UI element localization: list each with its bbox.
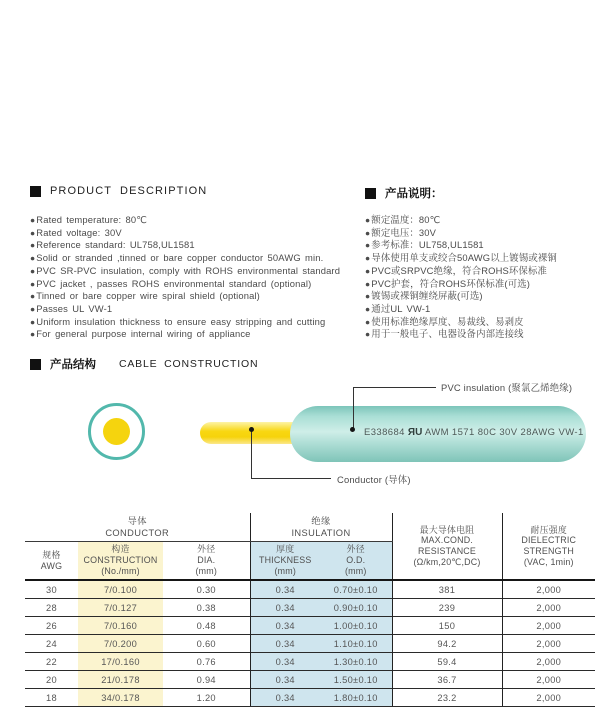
- bullet-line: [30, 316, 340, 329]
- bullet-line: [30, 278, 340, 291]
- table-row: [25, 599, 595, 617]
- dielectric-header-line: (VAC, 1min): [523, 556, 574, 567]
- bullet-icon: ●: [365, 278, 371, 289]
- cell-construction: 34/0.178: [78, 689, 163, 707]
- header-od: [320, 542, 392, 581]
- header-awg: [25, 542, 78, 581]
- group-insulation-cn: 绝缘: [311, 516, 331, 526]
- bullet-text: 镀锡或裸铜缠绕屏蔽(可选): [371, 290, 483, 302]
- group-header-insulation: [250, 513, 392, 542]
- bullet-line: [30, 303, 340, 316]
- header-awg-cn: 规格: [42, 549, 61, 560]
- table-row: [25, 580, 595, 599]
- cell-dia: 1.20: [163, 689, 250, 707]
- cell-construction: 21/0.178: [78, 671, 163, 689]
- bullet-line: [365, 265, 557, 278]
- feature-list-en: [30, 214, 340, 341]
- header-construction-cn: 构造: [111, 544, 130, 555]
- cell-dielectric: 2,000: [502, 617, 595, 635]
- cell-od: 1.30±0.10: [320, 653, 392, 671]
- resistance-header-line: RESISTANCE: [417, 546, 477, 556]
- bullet-icon: ●: [30, 240, 36, 251]
- bullet-text: PVC jacket , passes ROHS environmental standard (optional): [36, 277, 312, 289]
- insulation-callout-line-h: [353, 387, 436, 388]
- bullet-line: [365, 252, 557, 265]
- cell-od: 1.80±0.10: [320, 689, 392, 707]
- cell-dielectric: 2,000: [502, 635, 595, 653]
- bullet-line: [365, 214, 557, 227]
- header-dia-cn: 外径: [197, 544, 216, 555]
- header-construction-en: CONSTRUCTION: [83, 555, 158, 566]
- cell-od: 0.70±0.10: [320, 580, 392, 599]
- bullet-text: 使用标准绝缘厚度、易裁线、易剥皮: [371, 315, 524, 327]
- bullet-icon: ●: [365, 316, 371, 327]
- cell-od: 1.00±0.10: [320, 617, 392, 635]
- bullet-line: [365, 239, 557, 252]
- bullet-text: Passes UL VW-1: [36, 302, 113, 314]
- cable-spec-text: AWM 1571 80C 30V 28AWG VW-1: [424, 427, 584, 438]
- section-marker-square: [30, 359, 41, 370]
- header-construction: [78, 542, 163, 581]
- bullet-text: Reference standard: UL758,UL1581: [36, 239, 195, 251]
- cell-resistance: 150: [392, 617, 502, 635]
- group-conductor-cn: 导体: [127, 516, 147, 526]
- bullet-text: For general purpose internal wiring of appliance: [36, 328, 251, 340]
- cable-construction-title-en: CABLE CONSTRUCTION: [119, 358, 259, 370]
- table-row: [25, 635, 595, 653]
- bullet-icon: ●: [30, 278, 36, 289]
- insulation-callout-line-v: [353, 387, 354, 430]
- bullet-text: PVC SR-PVC insulation, comply with ROHS environmental standard: [36, 264, 341, 276]
- header-thickness: [250, 542, 320, 581]
- bullet-line: [365, 328, 557, 341]
- bullet-icon: ●: [365, 265, 371, 276]
- cell-resistance: 59.4: [392, 653, 502, 671]
- bullet-line: [365, 316, 557, 329]
- cell-awg: 30: [25, 580, 78, 599]
- cell-construction: 17/0.160: [78, 653, 163, 671]
- bullet-icon: ●: [365, 303, 371, 314]
- cell-dielectric: 2,000: [502, 599, 595, 617]
- cell-thickness: 0.34: [250, 599, 320, 617]
- header-max-cond-resistance: [392, 513, 502, 580]
- table-row: [25, 689, 595, 707]
- bullet-line: [365, 290, 557, 303]
- bullet-text: Rated voltage: 30V: [36, 226, 122, 238]
- bullet-line: [30, 227, 340, 240]
- bullet-icon: ●: [365, 240, 371, 251]
- cell-construction: 7/0.127: [78, 599, 163, 617]
- cell-od: 0.90±0.10: [320, 599, 392, 617]
- bullet-line: [365, 278, 557, 291]
- cell-dia: 0.38: [163, 599, 250, 617]
- bullet-icon: ●: [30, 316, 36, 327]
- bullet-icon: ●: [30, 227, 36, 238]
- resistance-header-line: 最大导体电阻: [419, 524, 475, 535]
- cell-thickness: 0.34: [250, 653, 320, 671]
- bullet-line: [30, 265, 340, 278]
- bullet-line: [30, 239, 340, 252]
- cell-construction: 7/0.160: [78, 617, 163, 635]
- cell-dia: 0.30: [163, 580, 250, 599]
- bullet-icon: ●: [30, 303, 36, 314]
- bullet-text: 用于一般电子、电器设备内部连接线: [371, 328, 524, 340]
- bullet-line: [365, 227, 557, 240]
- cell-awg: 18: [25, 689, 78, 707]
- bullet-text: Tinned or bare copper wire spiral shield (optional): [36, 290, 260, 302]
- cell-dia: 0.94: [163, 671, 250, 689]
- group-insulation-en: INSULATION: [291, 528, 351, 538]
- table-row: [25, 653, 595, 671]
- header-construction-unit: (No./mm): [101, 565, 140, 576]
- cell-resistance: 239: [392, 599, 502, 617]
- bullet-text: 导体使用单支或绞合50AWG以上镀锡或裸铜: [371, 252, 557, 264]
- cell-construction: 7/0.200: [78, 635, 163, 653]
- bullet-icon: ●: [30, 215, 36, 225]
- bullet-text: 参考标准：UL758,UL1581: [371, 239, 484, 251]
- product-description-title: [30, 185, 207, 197]
- bullet-text: 额定电压：30V: [371, 226, 437, 238]
- cell-dia: 0.60: [163, 635, 250, 653]
- conductor-core-icon: [103, 418, 130, 445]
- cell-thickness: 0.34: [250, 671, 320, 689]
- bullet-icon: ●: [365, 227, 371, 238]
- cell-thickness: 0.34: [250, 580, 320, 599]
- dielectric-header-line: DIELECTRIC: [521, 535, 577, 546]
- cell-awg: 22: [25, 653, 78, 671]
- bullet-icon: ●: [30, 329, 36, 340]
- cell-od: 1.10±0.10: [320, 635, 392, 653]
- cell-awg: 26: [25, 617, 78, 635]
- spec-table: [25, 513, 595, 707]
- header-dielectric-strength: [502, 513, 595, 580]
- group-conductor-en: CONDUCTOR: [105, 528, 170, 538]
- conductor-callout-line-h: [251, 478, 331, 479]
- bullet-line: [30, 290, 340, 303]
- conductor-callout-line-v: [251, 431, 252, 478]
- bullet-text: 通过UL VW-1: [371, 302, 431, 314]
- bullet-text: Solid or stranded ,tinned or bare copper conductor 50AWG min.: [36, 252, 324, 264]
- header-dia-en: DIA.: [197, 555, 216, 566]
- bullet-icon: ●: [365, 253, 371, 264]
- bullet-icon: ●: [30, 265, 36, 276]
- header-od-cn: 外径: [346, 544, 365, 555]
- cell-resistance: 23.2: [392, 689, 502, 707]
- cell-dielectric: 2,000: [502, 580, 595, 599]
- cell-thickness: 0.34: [250, 689, 320, 707]
- bullet-icon: ●: [30, 253, 36, 264]
- cell-awg: 28: [25, 599, 78, 617]
- section-marker-square: [30, 186, 41, 197]
- bullet-icon: ●: [365, 215, 371, 225]
- resistance-header-line: (Ω/km,20℃,DC): [413, 556, 481, 567]
- dielectric-header-line: 耐压强度: [530, 524, 567, 535]
- cell-thickness: 0.34: [250, 617, 320, 635]
- bullet-icon: ●: [365, 329, 371, 340]
- section-marker-square: [365, 188, 376, 199]
- header-od-unit: (mm): [345, 565, 367, 576]
- cell-dielectric: 2,000: [502, 689, 595, 707]
- cell-dielectric: 2,000: [502, 653, 595, 671]
- cell-construction: 7/0.100: [78, 580, 163, 599]
- header-thickness-cn: 厚度: [276, 544, 295, 555]
- feature-list-cn: [365, 214, 557, 341]
- cell-resistance: 94.2: [392, 635, 502, 653]
- ul-recognized-mark-icon: ЯU: [407, 427, 423, 438]
- cell-resistance: 381: [392, 580, 502, 599]
- bullet-line: [30, 214, 340, 227]
- cable-cert-number: E338684: [364, 427, 405, 438]
- product-description-title-text: PRODUCT DESCRIPTION: [50, 185, 208, 197]
- bullet-text: PVC或SRPVC绝缘，符合ROHS环保标准: [371, 264, 548, 276]
- header-awg-en: AWG: [40, 560, 63, 571]
- cable-construction-title-cn: 产品结构: [50, 359, 96, 371]
- cell-dia: 0.48: [163, 617, 250, 635]
- resistance-header-line: MAX.COND.: [420, 535, 474, 546]
- table-group-header-row: [25, 513, 595, 542]
- cell-awg: 24: [25, 635, 78, 653]
- header-thickness-en: THICKNESS: [258, 555, 312, 566]
- header-thickness-unit: (mm): [274, 565, 296, 576]
- product-description-title-cn: [365, 185, 443, 201]
- bullet-line: [365, 303, 557, 316]
- dielectric-header-line: STRENGTH: [523, 546, 574, 556]
- product-description-title-cn-text: 产品说明：: [385, 188, 443, 200]
- cable-print-text: [364, 427, 584, 438]
- header-dia-unit: (mm): [195, 565, 217, 576]
- bullet-line: [30, 252, 340, 265]
- conductor-label: Conductor (导体): [337, 474, 411, 485]
- cell-resistance: 36.7: [392, 671, 502, 689]
- cable-construction-title: [30, 356, 258, 372]
- header-od-en: O.D.: [346, 555, 366, 566]
- cell-od: 1.50±0.10: [320, 671, 392, 689]
- cell-dia: 0.76: [163, 653, 250, 671]
- group-header-conductor: [25, 513, 250, 542]
- insulation-label: PVC insulation (聚氯乙烯绝缘): [441, 382, 573, 393]
- table-row: [25, 671, 595, 689]
- cell-thickness: 0.34: [250, 635, 320, 653]
- bullet-text: Rated temperature: 80℃: [36, 214, 147, 225]
- header-dia: [163, 542, 250, 581]
- table-row: [25, 617, 595, 635]
- cell-awg: 20: [25, 671, 78, 689]
- insulation-callout-dot: [350, 427, 355, 432]
- bullet-text: PVC护套，符合ROHS环保标准(可选): [371, 277, 531, 289]
- cell-dielectric: 2,000: [502, 671, 595, 689]
- bullet-text: 额定温度：80℃: [371, 214, 441, 225]
- bullet-line: [30, 328, 340, 341]
- conductor-callout-dot: [249, 427, 254, 432]
- bullet-text: Uniform insulation thickness to ensure easy stripping and cutting: [36, 315, 326, 327]
- bullet-icon: ●: [30, 291, 36, 302]
- bullet-icon: ●: [365, 291, 371, 302]
